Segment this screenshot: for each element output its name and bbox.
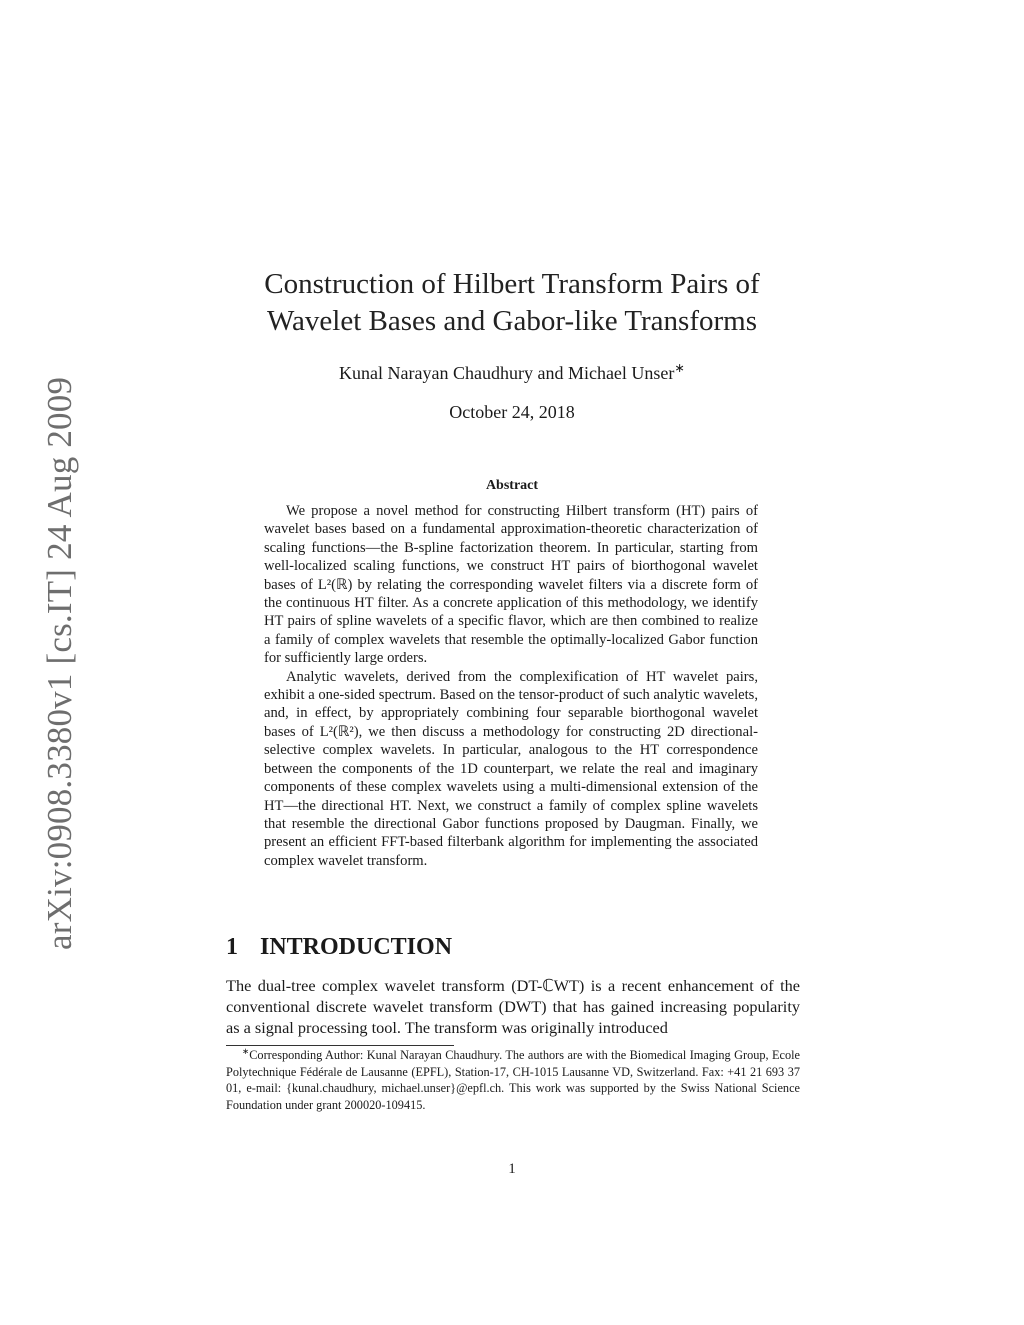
section-title: INTRODUCTION [260, 934, 453, 960]
abstract-paragraph-2: Analytic wavelets, derived from the complexification of HT wavelet pairs, exhibit a one-sided spectrum. Based on the tensor-product of such analytic wavelets, and, in effect, by appropriately combining four separable biorthogonal wavelet bases of L²(ℝ²), we then discuss a methodology for constructing 2D directional-selective complex wavelets. In particular, analogous to the HT correspondence between the components of the 1D counterpart, we relate the real and imaginary components of these complex wavelets using a multi-dimensional extension of the HT—the directional HT. Next, we construct a family of complex spline wavelets that resemble the directional Gabor functions proposed by Daugman. Finally, we present an efficient FFT-based filterbank algorithm for implementing the associated complex wavelet transform. [264, 668, 758, 869]
footnote-text: Corresponding Author: Kunal Narayan Chaudhury. The authors are with the Biomedical Imaging Group, Ecole Polytechnique Fédérale de Lausanne (EPFL), Station-17, CH-1015 Lausanne VD, Switzerland. Fax: +41 21 693 37 01, e-mail: {kunal.chaudhury, michael.unser}@epfl.ch. This work was supported by the Swiss National Science Foundation under grant 200020-109415. [226, 1048, 800, 1112]
footnote [226, 1047, 800, 1113]
paper-date: October 24, 2018 [449, 402, 575, 422]
abstract-paragraph-1: We propose a novel method for constructing Hilbert transform (HT) pairs of wavelet bases based on a fundamental approximation-theoretic characterization of scaling functions—the B-spline factorization theorem. In particular, starting from well-localized scaling functions, we construct HT pairs of biorthogonal wavelet bases of L²(ℝ) by relating the corresponding wavelet filters via a discrete form of the continuous HT filter. As a concrete application of this methodology, we identify HT pairs of spline wavelets of a specific flavor, which are then combined to realize a family of complex wavelets that resemble the optimally-localized Gabor function for sufficiently large orders. [264, 503, 758, 667]
title-line-1: Construction of Hilbert Transform Pairs of [264, 268, 760, 300]
footnote-divider [226, 1045, 454, 1046]
arxiv-identifier-stamp: arXiv:0908.3380v1 [cs.IT] 24 Aug 2009 [40, 376, 79, 950]
introduction-paragraph: The dual-tree complex wavelet transform (DT-ℂWT) is a recent enhancement of the conventional discrete wavelet transform (DWT) that has gained increasing popularity as a signal processing tool. The transform was originally introduced [226, 976, 800, 1038]
page-number: 1 [508, 1161, 516, 1177]
title-line-2: Wavelet Bases and Gabor-like Transforms [267, 305, 757, 337]
author-names: Kunal Narayan Chaudhury and Michael Unser [339, 363, 675, 383]
author-line [200, 363, 824, 384]
author-footnote-mark: ∗ [674, 361, 685, 375]
footnote-mark: ∗ [242, 1045, 250, 1056]
abstract-body [264, 502, 758, 870]
introduction-text [226, 975, 800, 1039]
section-number: 1 [226, 934, 238, 960]
paper-title [200, 266, 824, 340]
abstract-heading: Abstract [485, 478, 539, 493]
section-heading [226, 934, 452, 961]
